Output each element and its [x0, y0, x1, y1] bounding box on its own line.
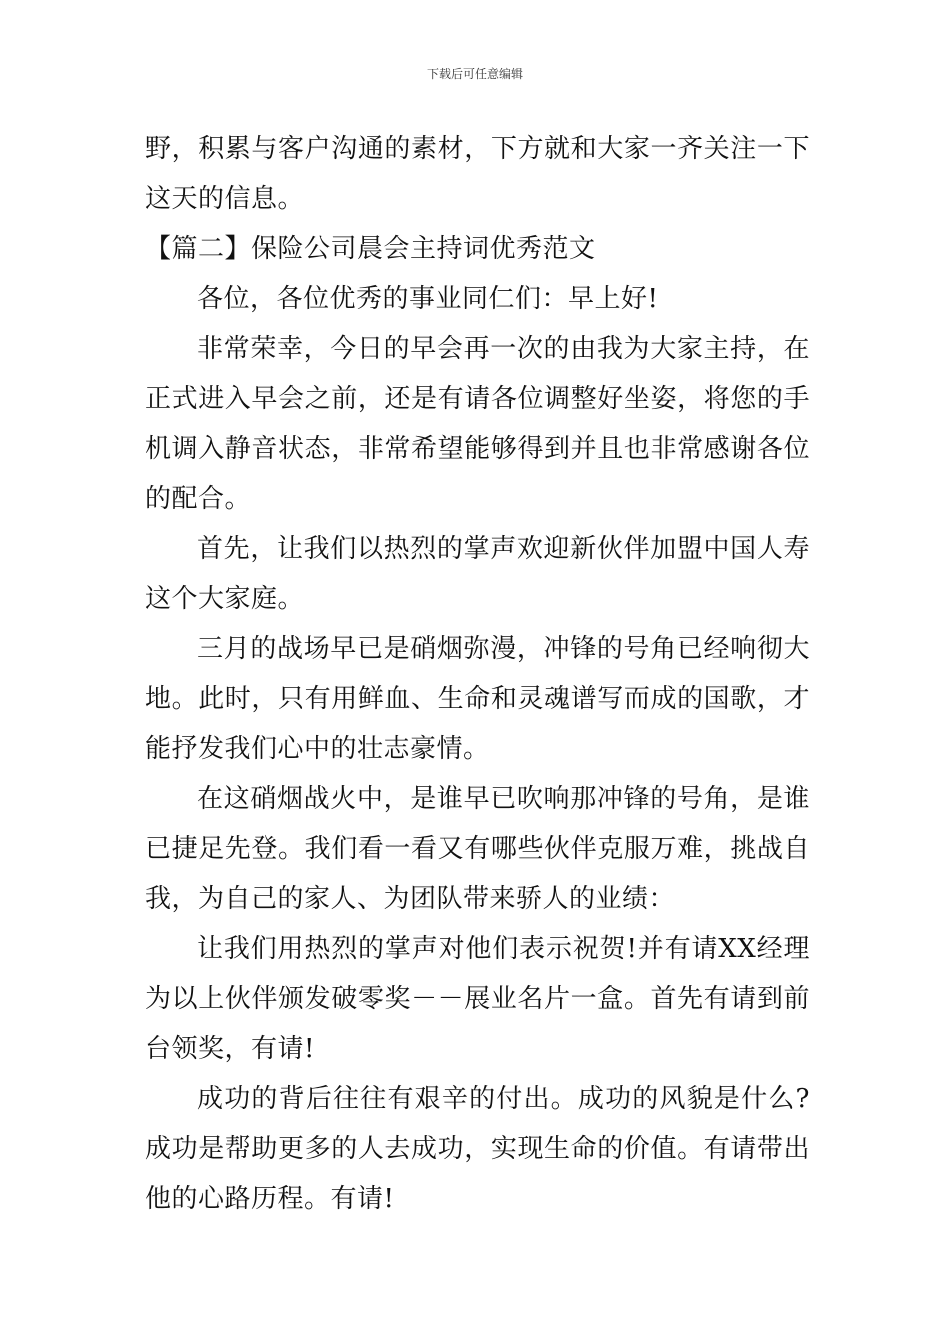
- page-header-note: 下载后可任意编辑: [426, 67, 523, 81]
- paragraph-success: 成功的背后往往有艰辛的付出。成功的风貌是什么?成功是帮助更多的人去成功，实现生命的价值。有请带出他的心路历程。有请!: [145, 1084, 810, 1214]
- paragraph-welcome: 首先，让我们以热烈的掌声欢迎新伙伴加盟中国人寿这个大家庭。: [145, 534, 810, 614]
- paragraph-continuation: 野，积累与客户沟通的素材，下方就和大家一齐关注一下这天的信息。: [145, 134, 810, 214]
- document-body: [145, 124, 810, 1224]
- paragraph-opening: 非常荣幸，今日的早会再一次的由我为大家主持，在正式进入早会之前，还是有请各位调整好坐姿，将您的手机调入静音状态，非常希望能够得到并且也非常感谢各位的配合。: [145, 334, 810, 514]
- paragraph-achievers: 在这硝烟战火中，是谁早已吹响那冲锋的号角，是谁已捷足先登。我们看一看又有哪些伙伴克服万难，挑战自我，为自己的家人、为团队带来骄人的业绩：: [145, 784, 810, 914]
- section-heading: 【篇二】保险公司晨会主持词优秀范文: [145, 234, 596, 264]
- paragraph-greeting: 各位，各位优秀的事业同仁们：早上好!: [197, 284, 659, 314]
- paragraph-award: 让我们用热烈的掌声对他们表示祝贺!并有请XX经理为以上伙伴颁发破零奖－－展业名片一盒。首先有请到前台领奖，有请!: [145, 934, 810, 1064]
- paragraph-march: 三月的战场早已是硝烟弥漫，冲锋的号角已经响彻大地。此时，只有用鲜血、生命和灵魂谱写而成的国歌，才能抒发我们心中的壮志豪情。: [145, 634, 810, 764]
